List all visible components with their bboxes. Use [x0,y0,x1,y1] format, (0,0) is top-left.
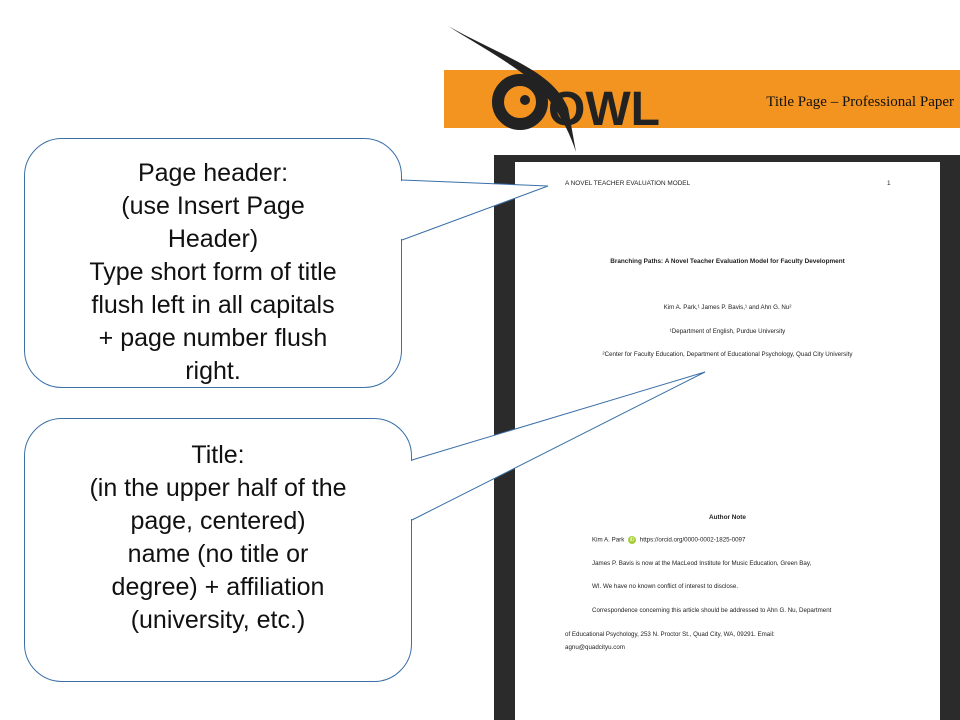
author-note-line: WI. We have no known conflict of interest to disclose. [592,583,739,590]
callout-line: Title: [191,441,245,469]
author-note-line: of Educational Psychology, 253 N. Proctor St., Quad City, WA, 09291. Email: [565,631,775,638]
logo-letters: OWL [548,83,660,136]
affiliation-2: ²Center for Faculty Education, Department of Educational Psychology, Quad City University [602,351,853,358]
author-line: Kim A. Park,¹ James P. Bavis,¹ and Ahn G. Nu² [663,304,792,311]
callout-line: page, centered) [130,507,306,535]
callout-line: right. [185,357,241,385]
callout-line: flush left in all capitals [91,291,335,319]
callout-line: + page number flush [98,324,328,352]
paper-title: Branching Paths: A Novel Teacher Evaluation Model for Faculty Development [610,258,845,265]
callout-line: name (no title or [127,540,309,568]
orcid-url: https://orcid.org/0000-0002-1825-0097 [639,536,746,544]
author-note-line: agnu@quadcityu.com [565,644,625,651]
orcid-name: Kim A. Park [592,536,625,544]
slide-title: Title Page – Professional Paper [766,94,954,110]
callout-line: Page header: [137,159,289,187]
callout-line: (use Insert Page [121,192,305,220]
running-head: A NOVEL TEACHER EVALUATION MODEL [565,180,691,187]
callout-line: (university, etc.) [130,606,306,634]
orcid-icon: iD [629,537,635,543]
callout-line: Type short form of title [89,258,337,286]
author-note-line: Correspondence concerning this article should be addressed to Ahn G. Nu, Department [592,607,832,614]
author-note-line: James P. Bavis is now at the MacLeod Institute for Music Education, Green Bay, [592,560,812,567]
affiliation-1: ¹Department of English, Purdue University [669,328,786,335]
callout-line: Header) [167,225,259,253]
page-number: 1 [887,180,891,187]
callout-line: degree) + affiliation [111,573,325,601]
callout-line: (in the upper half of the [89,474,347,502]
author-note-heading: Author Note [709,514,746,521]
